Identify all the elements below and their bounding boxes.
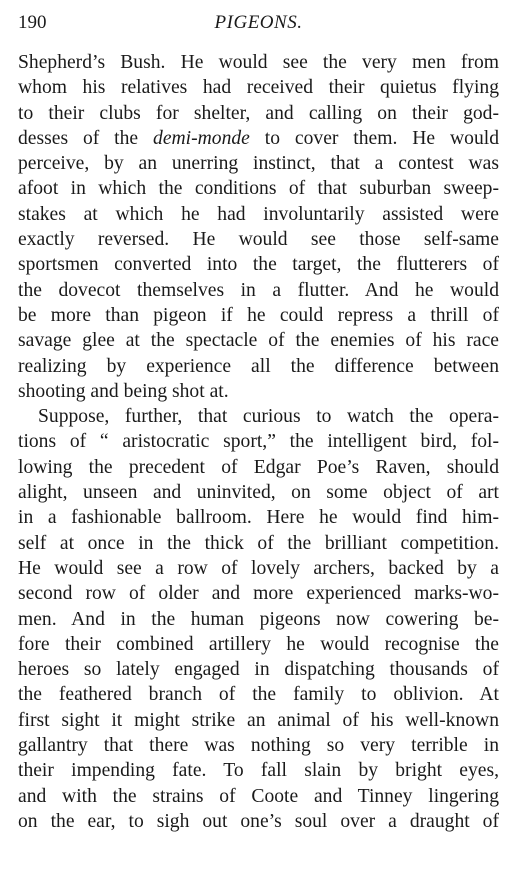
text-line: men. And in the human pigeons now cowering be- xyxy=(18,608,499,630)
text-line: afoot in which the conditions of that suburban sweep- xyxy=(18,178,499,200)
text-line: second row of older and more experienced marks-wo- xyxy=(18,583,499,605)
body-text xyxy=(18,50,499,834)
text-line: in a fashionable ballroom. Here he would find him- xyxy=(18,507,499,529)
text-line: desses of the demi-monde to cover them. He would xyxy=(18,127,499,149)
text-line: self at once in the thick of the brilliant competition. xyxy=(18,532,499,554)
text-line: sportsmen converted into the target, the flutterers of xyxy=(18,254,499,276)
text-line: and with the strains of Coote and Tinney lingering xyxy=(18,785,499,807)
page-number: 190 xyxy=(18,12,47,33)
paragraph-1 xyxy=(18,50,499,404)
running-head xyxy=(18,8,499,38)
italic-phrase: demi-monde xyxy=(153,127,250,149)
text-line: fore their combined artillery he would recognise the xyxy=(18,633,499,655)
book-page xyxy=(18,8,499,834)
text-line: to their clubs for shelter, and calling on their god- xyxy=(18,102,499,124)
text-line: stakes at which he had involuntarily assisted were xyxy=(18,203,499,225)
text-line: realizing by experience all the difference between xyxy=(18,355,499,377)
text-line: gallantry that there was nothing so very terrible in xyxy=(18,735,499,757)
text-line: tions of “ aristocratic sport,” the intelligent bird, fol- xyxy=(18,431,499,453)
text-line: He would see a row of lovely archers, backed by a xyxy=(18,557,499,579)
text-line: exactly reversed. He would see those self-same xyxy=(18,229,499,251)
text-line: savage glee at the spectacle of the enemies of his race xyxy=(18,330,499,352)
running-title: PIGEONS. xyxy=(214,12,303,33)
text-line: Suppose, further, that curious to watch the opera- xyxy=(38,406,499,428)
text-line: the feathered branch of the family to oblivion. At xyxy=(18,684,499,706)
paragraph-2 xyxy=(18,404,499,834)
text-line: alight, unseen and uninvited, on some object of art xyxy=(18,482,499,504)
text-line: on the ear, to sigh out one’s soul over a draught of xyxy=(18,810,499,832)
text-line: the dovecot themselves in a flutter. And he would xyxy=(18,279,499,301)
text-line: be more than pigeon if he could repress a thrill of xyxy=(18,304,499,326)
text-line: their impending fate. To fall slain by bright eyes, xyxy=(18,760,499,782)
text-line: shooting and being shot at. xyxy=(18,380,229,402)
text-line: heroes so lately engaged in dispatching thousands of xyxy=(18,659,499,681)
text-line: Shepherd’s Bush. He would see the very men from xyxy=(18,52,499,73)
text-line: perceive, by an unerring instinct, that a contest was xyxy=(18,153,499,175)
text-line: lowing the precedent of Edgar Poe’s Raven, should xyxy=(18,456,499,478)
text-line: whom his relatives had received their quietus flying xyxy=(18,77,499,99)
text-line: first sight it might strike an animal of his well-known xyxy=(18,709,499,731)
